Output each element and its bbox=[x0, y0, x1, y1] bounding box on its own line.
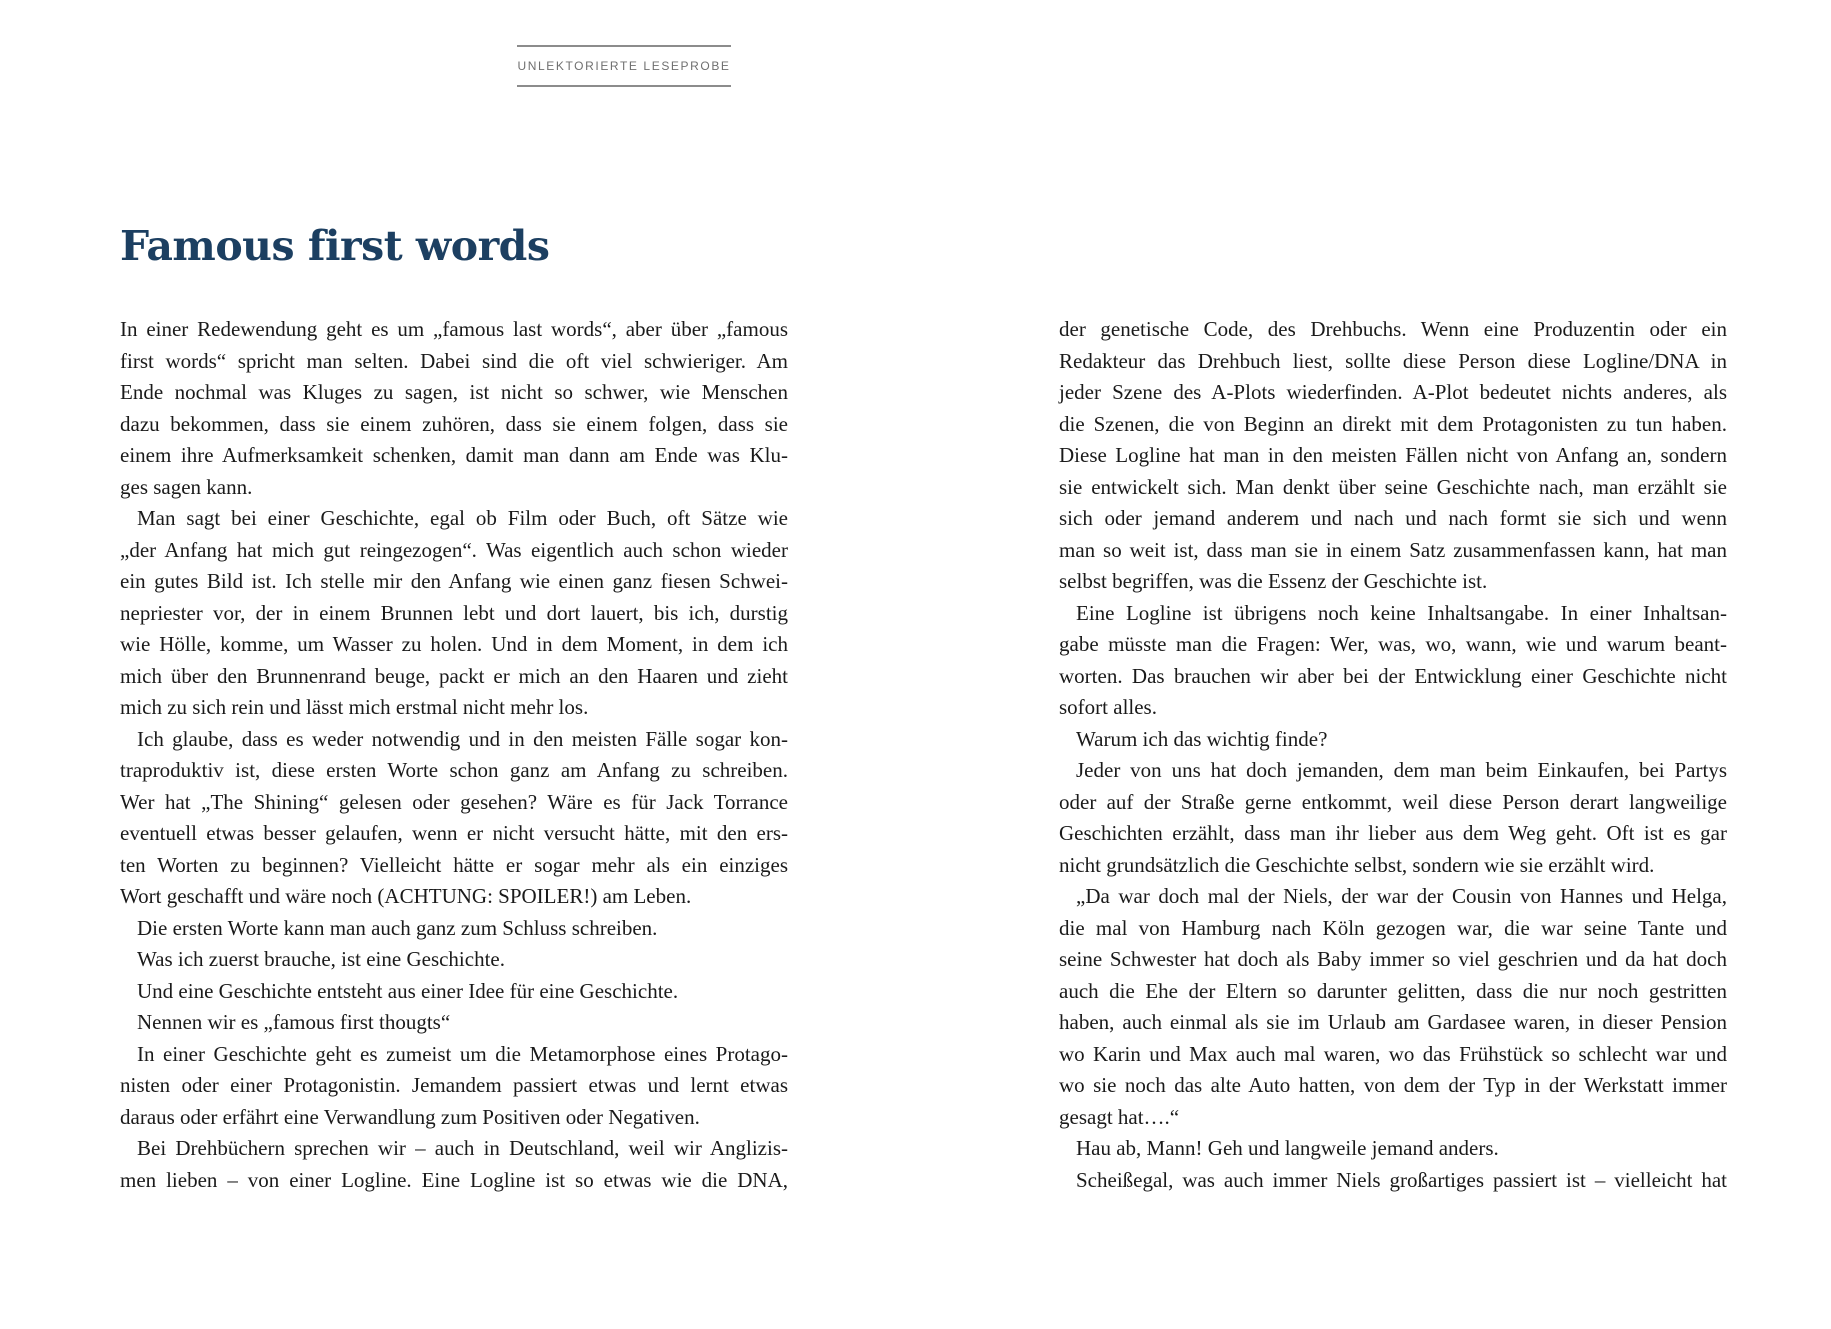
text-line: mich zu sich rein und lässt mich erstmal nicht mehr los. bbox=[120, 695, 589, 719]
text-line: Scheißegal, was auch immer Niels großartiges passiert ist – vielleicht hat bbox=[1076, 1167, 1727, 1192]
text-line: traproduktiv ist, diese ersten Worte schon ganz am Anfang zu schreiben. bbox=[120, 758, 788, 782]
text-line: nisten oder einer Protagonistin. Jemandem passiert etwas und lernt etwas bbox=[120, 1073, 788, 1097]
text-line: die Szenen, die von Beginn an direkt mit dem Protagonisten zu tun haben. bbox=[1059, 411, 1727, 436]
text-line: Ich glaube, dass es weder notwendig und in den meisten Fälle sogar kon- bbox=[137, 726, 788, 751]
text-line: In einer Redewendung geht es um „famous last words“, aber über „famous bbox=[120, 317, 788, 341]
text-line: Diese Logline hat man in den meisten Fällen nicht von Anfang an, sondern bbox=[1059, 443, 1727, 467]
text-line: Bei Drehbüchern sprechen wir – auch in Deutschland, weil wir Anglizis- bbox=[137, 1136, 788, 1160]
text-line: ein gutes Bild ist. Ich stelle mir den Anfang wie einen ganz fiesen Schwei- bbox=[120, 569, 788, 593]
text-line: Nennen wir es „famous first thougts“ bbox=[137, 1010, 451, 1034]
text-line: gabe müsste man die Fragen: Wer, was, wo, wann, wie und warum beant- bbox=[1059, 632, 1727, 656]
header-label: UNLEKTORIERTE LESEPROBE bbox=[517, 45, 731, 87]
text-line: Ende nochmal was Kluges zu sagen, ist nicht so schwer, wie Menschen bbox=[120, 380, 788, 404]
text-line: nepriester vor, der in einem Brunnen lebt und dort lauert, bis ich, durstig bbox=[120, 600, 788, 625]
text-line: ges sagen kann. bbox=[120, 474, 253, 499]
text-line: gesagt hat….“ bbox=[1059, 1104, 1180, 1129]
text-line: daraus oder erfährt eine Verwandlung zum Positiven oder Negativen. bbox=[120, 1104, 700, 1129]
text-line: Wort geschafft und wäre noch (ACHTUNG: SPOILER!) am Leben. bbox=[120, 884, 692, 908]
text-line: sich oder jemand anderem und nach und nach formt sie sich und wenn bbox=[1059, 506, 1727, 530]
text-line: Warum ich das wichtig finde? bbox=[1076, 726, 1328, 751]
text-line: selbst begriffen, was die Essenz der Geschichte ist. bbox=[1059, 569, 1488, 593]
text-line: sie entwickelt sich. Man denkt über seine Geschichte nach, man erzählt sie bbox=[1059, 474, 1727, 499]
text-line: seine Schwester hat doch als Baby immer so viel geschrien und da hat doch bbox=[1059, 947, 1727, 971]
text-line: men lieben – von einer Logline. Eine Logline ist so etwas wie die DNA, bbox=[120, 1167, 788, 1192]
text-line: In einer Geschichte geht es zumeist um die Metamorphose eines Protago- bbox=[137, 1041, 788, 1066]
text-line: „Da war doch mal der Niels, der war der Cousin von Hannes und Helga, bbox=[1076, 884, 1727, 908]
text-line: eventuell etwas besser gelaufen, wenn er nicht versucht hätte, mit den ers- bbox=[120, 821, 788, 845]
text-line: Und eine Geschichte entsteht aus einer Idee für eine Geschichte. bbox=[137, 978, 679, 1003]
text-line: ten Worten zu beginnen? Vielleicht hätte er sogar mehr als ein einziges bbox=[120, 852, 788, 877]
text-line: einem ihre Aufmerksamkeit schenken, damit man dann am Ende was Klu- bbox=[120, 443, 788, 467]
text-line: worten. Das brauchen wir aber bei der Entwicklung einer Geschichte nicht bbox=[1059, 663, 1727, 688]
text-line: die mal von Hamburg nach Köln gezogen war, die war seine Tante und bbox=[1059, 915, 1727, 940]
text-line: haben, auch einmal als sie im Urlaub am Gardasee waren, in dieser Pension bbox=[1059, 1010, 1727, 1034]
text-line: Jeder von uns hat doch jemanden, dem man beim Einkaufen, bei Partys bbox=[1076, 758, 1727, 782]
text-line: Was ich zuerst brauche, ist eine Geschichte. bbox=[137, 947, 505, 971]
text-line: man so weit ist, dass man sie in einem Satz zusammenfassen kann, hat man bbox=[1059, 537, 1727, 562]
text-line: wo Karin und Max auch mal waren, wo das Frühstück so schlecht war und bbox=[1059, 1041, 1727, 1066]
text-line: auch die Ehe der Eltern so darunter gelitten, dass die nur noch gestritten bbox=[1059, 978, 1727, 1003]
text-line: Redakteur das Drehbuch liest, sollte diese Person diese Logline/DNA in bbox=[1059, 348, 1727, 373]
text-line: first words“ spricht man selten. Dabei sind die oft viel schwieriger. Am bbox=[120, 348, 788, 373]
chapter-title: Famous first words bbox=[120, 222, 550, 270]
text-line: Man sagt bei einer Geschichte, egal ob Film oder Buch, oft Sätze wie bbox=[137, 506, 788, 530]
text-line: oder auf der Straße gerne entkommt, weil diese Person derart langweilige bbox=[1059, 789, 1727, 814]
text-line: mich über den Brunnenrand beuge, packt er mich an den Haaren und zieht bbox=[120, 663, 788, 688]
text-line: Eine Logline ist übrigens noch keine Inhaltsangabe. In einer Inhaltsan- bbox=[1076, 600, 1727, 625]
text-line: der genetische Code, des Drehbuchs. Wenn eine Produzentin oder ein bbox=[1059, 317, 1727, 341]
left-page-text bbox=[120, 314, 788, 1196]
right-page-text bbox=[1059, 314, 1727, 1196]
text-line: Die ersten Worte kann man auch ganz zum Schluss schreiben. bbox=[137, 915, 658, 940]
text-line: Geschichten erzählt, dass man ihr lieber aus dem Weg geht. Oft ist es gar bbox=[1059, 821, 1727, 845]
text-line: wie Hölle, komme, um Wasser zu holen. Und in dem Moment, in dem ich bbox=[120, 632, 788, 656]
text-line: „der Anfang hat mich gut reingezogen“. Was eigentlich auch schon wieder bbox=[120, 537, 788, 562]
text-line: Hau ab, Mann! Geh und langweile jemand anders. bbox=[1076, 1136, 1499, 1160]
text-line: jeder Szene des A-Plots wiederfinden. A-Plot bedeutet nichts anderes, als bbox=[1059, 380, 1727, 404]
text-line: sofort alles. bbox=[1059, 695, 1157, 719]
text-line: dazu bekommen, dass sie einem zuhören, dass sie einem folgen, dass sie bbox=[120, 411, 788, 436]
text-line: wo sie noch das alte Auto hatten, von dem der Typ in der Werkstatt immer bbox=[1059, 1073, 1727, 1097]
text-line: Wer hat „The Shining“ gelesen oder gesehen? Wäre es für Jack Torrance bbox=[120, 789, 788, 814]
text-line: nicht grundsätzlich die Geschichte selbst, sondern wie sie erzählt wird. bbox=[1059, 852, 1655, 877]
